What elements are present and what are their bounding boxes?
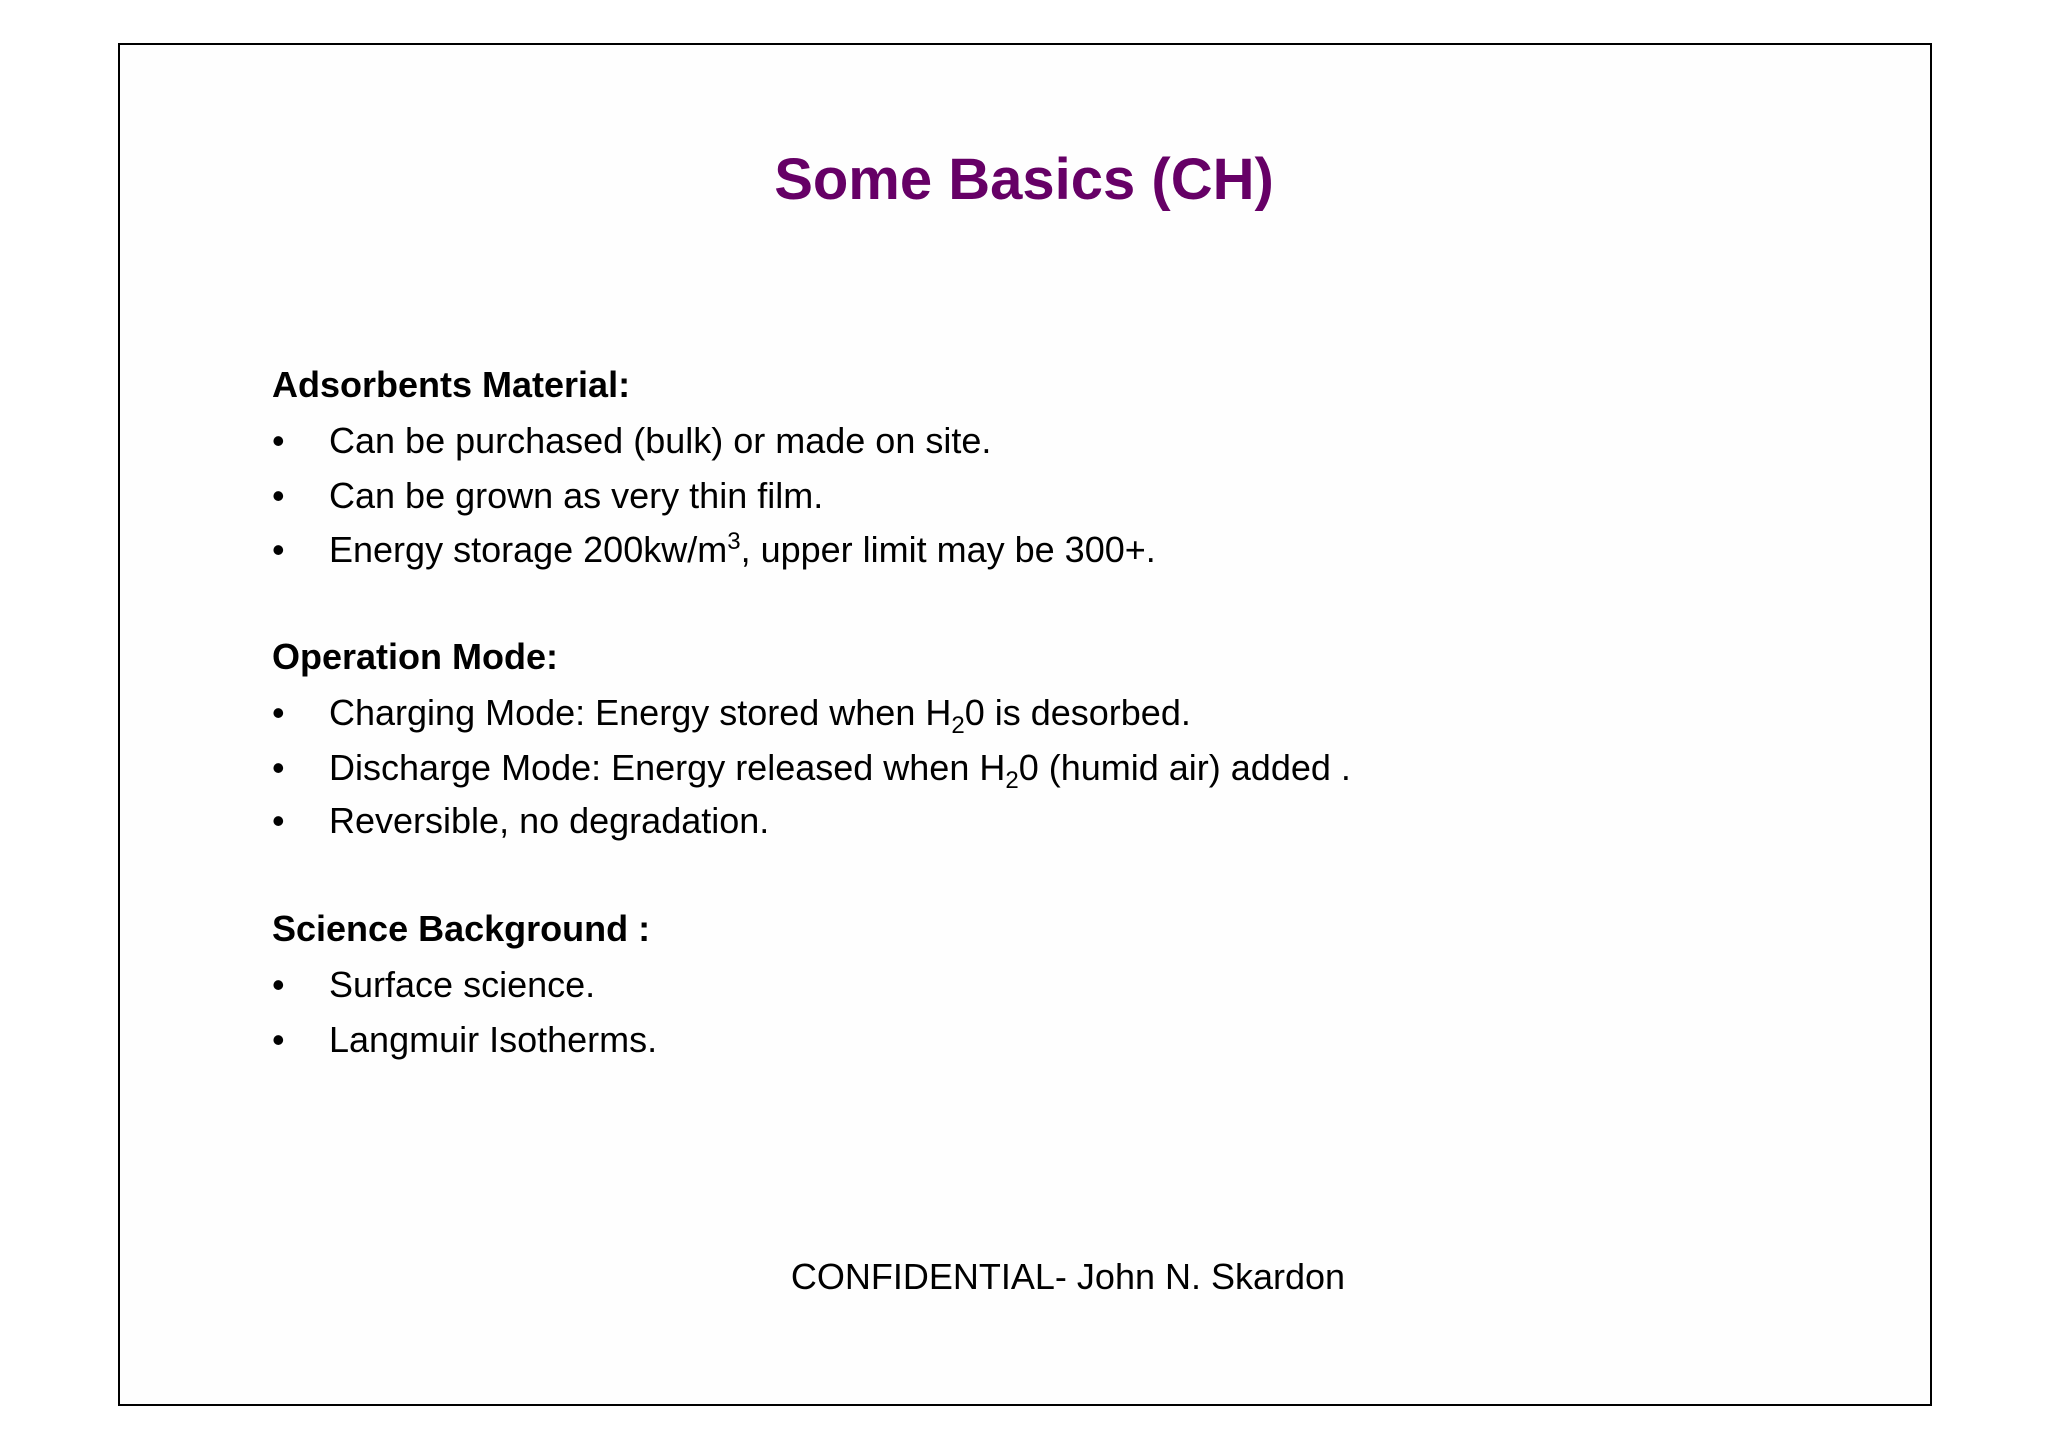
- bullet-icon: •: [272, 420, 285, 461]
- section-heading-operation: Operation Mode:: [272, 636, 558, 677]
- bullet-icon: •: [272, 964, 285, 1005]
- bullet-icon: •: [272, 475, 285, 516]
- section-heading-adsorbents: Adsorbents Material:: [272, 364, 631, 405]
- bullet-icon: •: [272, 692, 285, 733]
- list-item: Can be purchased (bulk) or made on site.: [329, 420, 992, 461]
- bullet-icon: •: [272, 529, 285, 570]
- list-item: Discharge Mode: Energy released when $H_20$ (humid air) added .: [329, 747, 1351, 795]
- list-item: Energy storage $200kw/m^3$, upper limit may be 300+.: [329, 528, 1156, 570]
- bullet-icon: •: [272, 747, 285, 788]
- bullet-icon: •: [272, 1019, 285, 1060]
- list-item: Reversible, no degradation.: [329, 800, 770, 841]
- confidential-footer: CONFIDENTIAL- John N. Skardon: [790, 1256, 1346, 1297]
- list-item: Can be grown as very thin film.: [329, 475, 824, 516]
- list-item: Charging Mode: Energy stored when $H_20$ is desorbed.: [329, 692, 1191, 740]
- list-item: Surface science.: [329, 964, 596, 1005]
- list-item: Langmuir Isotherms.: [329, 1019, 658, 1060]
- bullet-icon: •: [272, 800, 285, 841]
- slide-title: Some Basics (CH): [774, 147, 1274, 212]
- section-heading-science: Science Background :: [272, 908, 651, 949]
